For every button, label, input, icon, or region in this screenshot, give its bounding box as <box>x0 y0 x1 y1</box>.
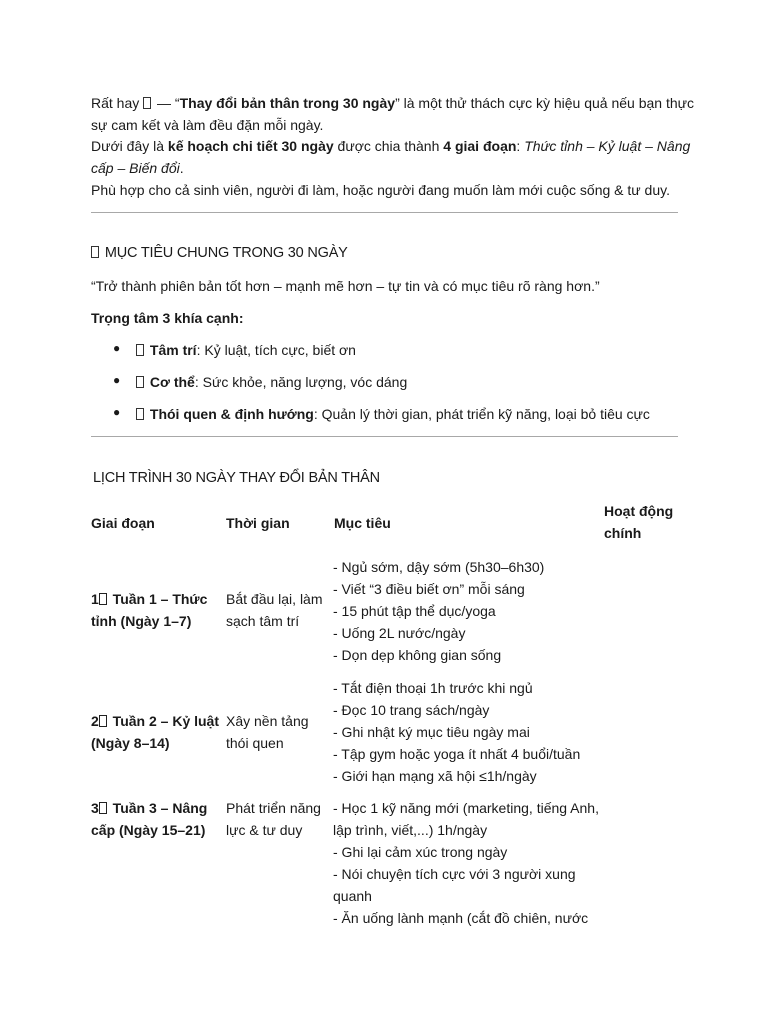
time-line: thói quen <box>226 735 284 751</box>
divider <box>91 436 678 437</box>
missing-glyph-icon <box>91 246 99 258</box>
intro-bold: Thay đổi bản thân trong 30 ngày <box>179 95 396 111</box>
goal-item: - Tắt điện thoại 1h trước khi ngủ <box>333 680 533 696</box>
phase-cell <box>91 588 207 632</box>
intro-italic: Thức tỉnh – Kỷ luật – Nâng <box>524 138 691 154</box>
phase-number: 1 <box>91 591 99 607</box>
time-cell <box>226 588 323 632</box>
missing-glyph-icon <box>99 593 107 605</box>
bullet-dot: ● <box>113 405 121 419</box>
goal-heading <box>91 243 348 263</box>
phase-number: 3 <box>91 800 99 816</box>
phase-text: Tuần 1 – Thức <box>108 591 208 607</box>
aspect-item <box>136 404 650 424</box>
missing-glyph-icon <box>136 376 144 388</box>
phase-line: (Ngày 8–14) <box>91 735 170 751</box>
intro-line-2: sự cam kết và làm đều đặn mỗi ngày. <box>91 117 324 133</box>
phase-line: cấp (Ngày 15–21) <box>91 822 206 838</box>
missing-glyph-icon <box>143 97 151 109</box>
schedule-heading: LỊCH TRÌNH 30 NGÀY THAY ĐỔI BẢN THÂN <box>93 470 380 486</box>
goal-heading-text: MỤC TIÊU CHUNG TRONG 30 NGÀY <box>104 245 348 261</box>
aspect-desc: : Sức khỏe, năng lượng, vóc dáng <box>194 374 408 390</box>
missing-glyph-icon <box>136 408 144 420</box>
col-header-line: Hoạt động <box>604 503 674 519</box>
goal-item: - Ăn uống lành mạnh (cắt đồ chiên, nước <box>333 910 589 926</box>
goal-quote: “Trở thành phiên bản tốt hơn – mạnh mẽ hơn – tự tin và có mục tiêu rõ ràng hơn.” <box>91 278 600 294</box>
time-cell <box>226 710 309 754</box>
goals-cell <box>333 677 580 787</box>
time-line: Xây nền tảng <box>226 713 309 729</box>
phase-cell <box>91 797 207 841</box>
goal-item: - Ghi nhật ký mục tiêu ngày mai <box>333 724 530 740</box>
intro-italic: cấp – Biến đổi <box>91 160 180 176</box>
aspect-item <box>136 340 356 360</box>
intro-line-1 <box>91 93 694 113</box>
phase-number: 2 <box>91 713 99 729</box>
goal-item: - Tập gym hoặc yoga ít nhất 4 buổi/tuần <box>333 746 581 762</box>
missing-glyph-icon <box>136 344 144 356</box>
col-header-line: chính <box>604 525 642 541</box>
intro-line-3 <box>91 136 690 156</box>
col-header-goals: Mục tiêu <box>334 515 391 531</box>
divider <box>91 212 678 213</box>
missing-glyph-icon <box>99 802 107 814</box>
intro-bold: 4 giai đoạn <box>443 138 517 154</box>
phase-cell <box>91 710 219 754</box>
goals-cell <box>333 556 544 666</box>
col-header-time: Thời gian <box>226 515 290 531</box>
col-header-phase: Giai đoạn <box>91 515 155 531</box>
aspect-title: Thói quen & định hướng <box>149 406 314 422</box>
time-cell <box>226 797 321 841</box>
phase-text: Tuần 3 – Nâng <box>108 800 208 816</box>
goal-item: - Nói chuyện tích cực với 3 người xung <box>333 866 576 882</box>
focus-label: Trọng tâm 3 khía cạnh: <box>91 310 244 326</box>
aspect-desc: : Quản lý thời gian, phát triển kỹ năng, loại bỏ tiêu cực <box>313 406 650 422</box>
intro-bold: kế hoạch chi tiết 30 ngày <box>167 138 334 154</box>
intro-text: . <box>179 160 184 176</box>
goal-item: - Ngủ sớm, dậy sớm (5h30–6h30) <box>333 559 545 575</box>
goal-item: - Viết “3 điều biết ơn” mỗi sáng <box>333 581 525 597</box>
aspect-item <box>136 372 407 392</box>
goal-item: - 15 phút tập thể dục/yoga <box>333 603 496 619</box>
goal-item: quanh <box>333 888 372 904</box>
goal-item: lập trình, viết,...) 1h/ngày <box>333 822 488 838</box>
goal-item: - Đọc 10 trang sách/ngày <box>333 702 490 718</box>
bullet-dot: ● <box>113 341 121 355</box>
intro-text: ” là một thử thách cực kỳ hiệu quả nếu bạn thực <box>395 95 695 111</box>
phase-line <box>91 710 219 732</box>
goals-cell <box>333 797 599 929</box>
intro-text: — “ <box>153 95 180 111</box>
bullet-dot: ● <box>113 373 121 387</box>
intro-text: : <box>516 138 525 154</box>
goal-item: - Giới hạn mạng xã hội ≤1h/ngày <box>333 768 537 784</box>
intro-text: Rất hay <box>91 95 140 111</box>
aspect-title: Cơ thể <box>149 374 195 390</box>
intro-line-4 <box>91 158 184 178</box>
intro-line-5: Phù hợp cho cả sinh viên, người đi làm, hoặc người đang muốn làm mới cuộc sống & tư duy. <box>91 182 670 198</box>
phase-text: Tuần 2 – Kỷ luật <box>108 713 220 729</box>
phase-line: tỉnh (Ngày 1–7) <box>91 613 192 629</box>
aspect-title: Tâm trí <box>149 342 197 358</box>
goal-item: - Ghi lại cảm xúc trong ngày <box>333 844 508 860</box>
missing-glyph-icon <box>99 715 107 727</box>
time-line: lực & tư duy <box>226 822 303 838</box>
time-line: Bắt đầu lại, làm <box>226 591 323 607</box>
time-line: sạch tâm trí <box>226 613 300 629</box>
goal-item: - Học 1 kỹ năng mới (marketing, tiếng Anh, <box>333 800 599 816</box>
intro-text: được chia thành <box>333 138 444 154</box>
aspect-desc: : Kỷ luật, tích cực, biết ơn <box>196 342 356 358</box>
goal-item: - Uống 2L nước/ngày <box>333 625 466 641</box>
time-line: Phát triển năng <box>226 800 321 816</box>
phase-line <box>91 797 207 819</box>
intro-text: Dưới đây là <box>91 138 168 154</box>
goal-item: - Dọn dẹp không gian sống <box>333 647 502 663</box>
col-header-activities <box>604 500 673 544</box>
phase-line <box>91 588 207 610</box>
